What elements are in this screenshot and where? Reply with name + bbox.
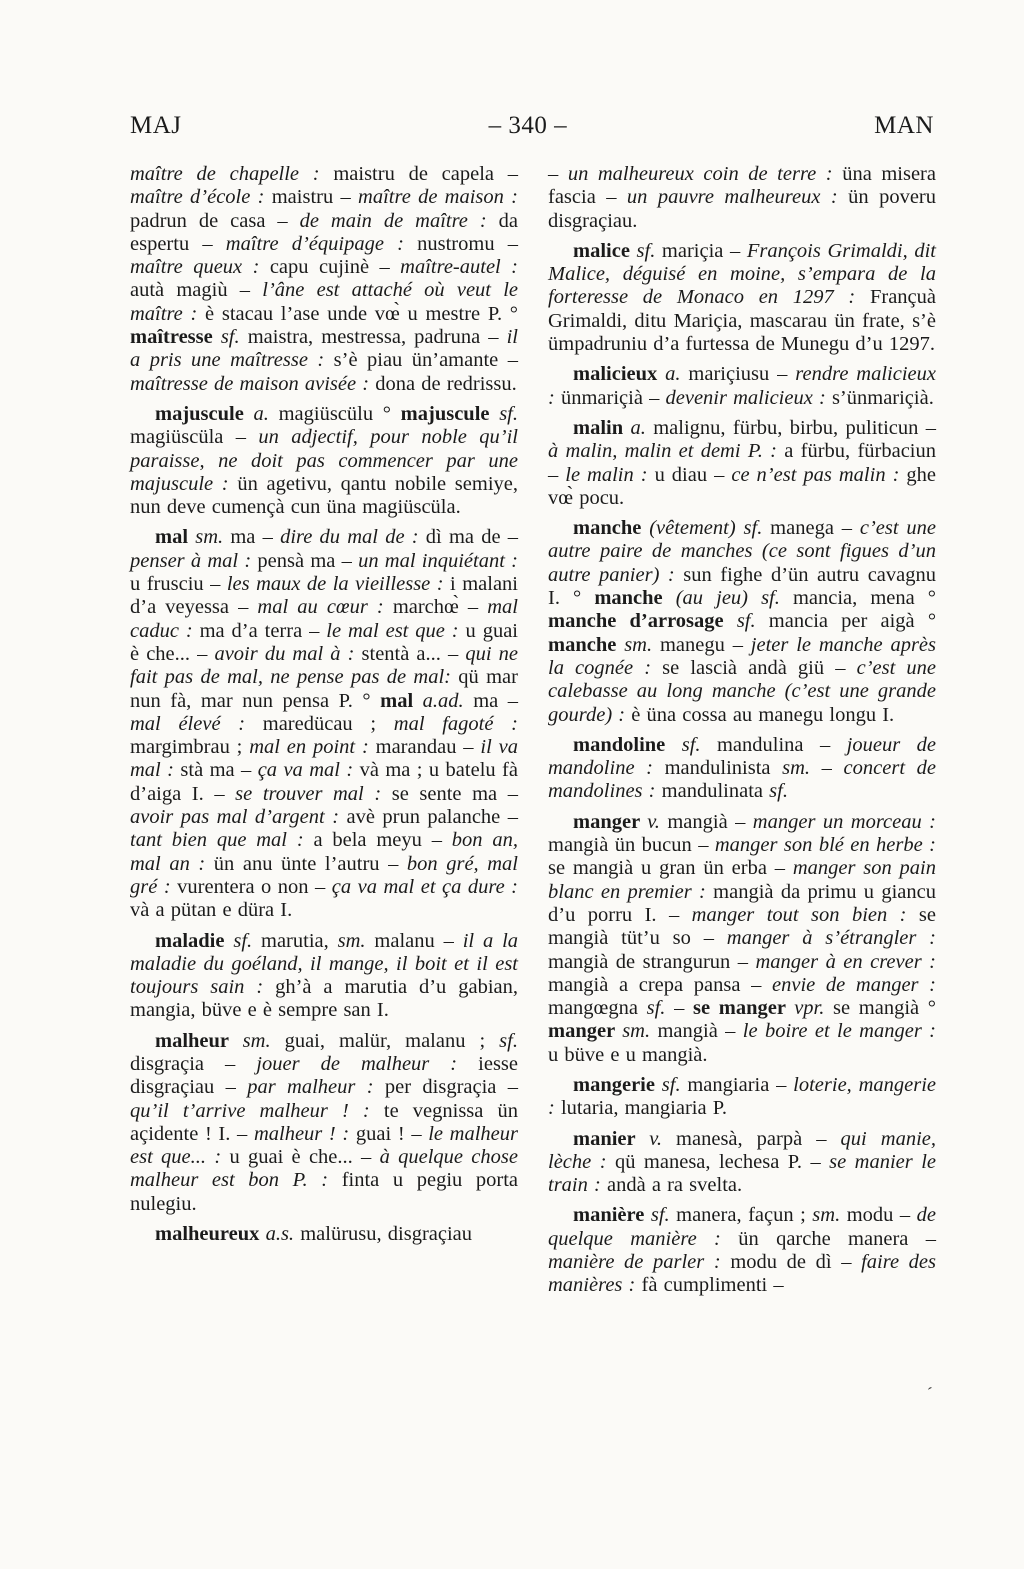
text-run: le malheur est que... : — [130, 1122, 519, 1169]
text-run: majuscule — [155, 402, 254, 425]
text-run: malice — [573, 239, 637, 262]
text-run: dire du mal de : — [280, 526, 426, 549]
text-run: ma d’a terra – — [199, 619, 327, 642]
text-run: mangià a crepa pansa – — [548, 973, 772, 996]
text-run: lutaria, mangiaria P. — [560, 1097, 727, 1120]
text-run: sm. — [782, 757, 822, 780]
text-run: à malin, malin et demi P. : — [548, 440, 785, 463]
text-run: sm. — [812, 1204, 847, 1227]
text-run: sm. — [242, 1029, 285, 1052]
text-run: sm. — [337, 929, 375, 952]
text-run: magiüscüla – — [130, 426, 259, 449]
text-run: mangià da primu u giancu d’u porru I. – — [548, 880, 936, 926]
text-run: ça va mal et ça dure : — [331, 875, 519, 898]
dictionary-entry — [548, 734, 936, 804]
dictionary-entry — [130, 403, 518, 519]
text-run: se trouver mal : — [235, 782, 392, 805]
text-run: mal — [380, 689, 423, 712]
text-run: sm. — [622, 1020, 658, 1043]
text-run: maistru – — [271, 186, 359, 209]
text-run: Françuà Grimaldi, ditu Mariçia, mascarau ün frate, s’è ümpadruniu d’a furtessa de Munegu d’u 1297. — [548, 286, 936, 356]
text-run: vurentera o non – — [177, 875, 332, 898]
text-run: mal en point : — [249, 736, 376, 759]
dictionary-entry — [548, 1128, 936, 1198]
text-run: u guai è che... – — [130, 619, 518, 665]
text-run: sf. — [636, 239, 662, 262]
text-run: maîtresse de maison avisée : — [130, 372, 376, 395]
text-run: è stacau l’ase unde vœ̀ u mestre P. ° — [205, 302, 519, 325]
left-column — [130, 163, 518, 1305]
text-run: c’est une calebasse au long manche (c’est une grande gourde) : — [548, 656, 936, 726]
text-run: (vêtement) sf. — [649, 517, 771, 540]
text-run: maistru de capela – — [333, 163, 518, 185]
text-run: padrun de casa – — [130, 209, 300, 232]
text-run: François Grimaldi, dit Malice, déguisé en moine, s’empara de la forteresse de Monaco en 1297 : — [548, 239, 936, 309]
text-run: devenir malicieux : — [665, 386, 832, 409]
text-run: modu de dì – — [730, 1251, 862, 1274]
text-run: capu cujinè – — [269, 256, 401, 279]
text-run: se manger — [693, 997, 795, 1020]
text-run: jeter le manche après la cognée : — [548, 633, 937, 679]
text-run: mandulina – — [716, 733, 847, 756]
text-run: ma – — [473, 689, 518, 712]
text-run: magiüscülu ° — [278, 402, 401, 425]
text-run: è üna cossa au manegu longu I. — [631, 703, 895, 726]
text-run: se mangià tüt’u so – — [548, 903, 936, 950]
text-run: mal au cœur : — [257, 596, 393, 619]
text-run: se mangià ° — [833, 997, 936, 1020]
text-run: mariçia – — [661, 239, 747, 262]
text-run: dona de redrissu. — [375, 372, 517, 395]
page-number: – 340 – — [488, 112, 568, 139]
text-run: le boire et le manger : — [742, 1020, 936, 1043]
text-run: l’âne est attaché où veut le maître : — [130, 279, 518, 325]
text-run: mariçiusu – — [688, 363, 796, 386]
text-run: mal élevé : — [130, 712, 263, 735]
text-run: penser à mal : — [130, 549, 258, 572]
text-run: modu – — [846, 1204, 917, 1227]
text-run: sf. — [736, 610, 769, 633]
text-run: mancia per aigà ° — [768, 610, 937, 633]
text-run: ce n’est pas malin : — [731, 463, 907, 486]
dictionary-entry — [548, 240, 936, 356]
text-run: mangià de strangurun – — [548, 950, 756, 973]
text-columns — [130, 163, 936, 1305]
text-run: maître queux : — [130, 256, 270, 279]
text-run: se manier le train : — [548, 1150, 937, 1197]
text-run: mangià – — [667, 810, 753, 833]
text-run: il a la maladie du goéland, il mange, il boit et il est toujours sain : — [130, 929, 519, 999]
text-run: – — [821, 757, 844, 780]
text-run: dì ma de – — [425, 526, 518, 549]
text-run: u frusciu – — [130, 573, 227, 596]
text-run: sf. — [499, 402, 518, 425]
text-run: loterie, mangerie : — [548, 1073, 937, 1120]
text-run: stentà a... – — [361, 642, 466, 665]
text-run: sf. — [220, 326, 248, 349]
text-run: manière de parler : — [548, 1251, 731, 1274]
text-run: (au jeu) sf. — [675, 587, 793, 610]
dictionary-entry — [130, 526, 518, 922]
dictionary-entry — [548, 517, 936, 727]
text-run: manger son blé en herbe : — [714, 834, 936, 857]
text-run: a bela meyu – — [313, 829, 452, 852]
text-run: malignu, fürbu, birbu, puliticun – — [653, 416, 936, 439]
text-run: maîtresse — [130, 326, 221, 349]
text-run: mangià – — [657, 1020, 743, 1043]
text-run: c’est une autre paire de manches (ce sont figues d’un autre panier) : — [548, 517, 937, 586]
text-run: s’ünmariçià. — [831, 386, 934, 409]
text-run: manger tout son bien : — [691, 903, 919, 926]
text-run: maître d’équipage : — [225, 232, 418, 255]
text-run: maître de chapelle : — [130, 163, 334, 185]
header-guide-word-right: MAN — [874, 112, 934, 139]
dictionary-entry — [548, 163, 936, 233]
text-run: un malheureux coin de terre : — [567, 163, 843, 185]
text-run: manger à s’étrangler : — [726, 927, 936, 950]
text-run: s’è piau ün’amante – — [333, 349, 518, 372]
text-run: i malani d’a veyessa – — [130, 573, 518, 619]
text-run: mangœgna — [548, 997, 647, 1020]
text-run: maître d’école : — [130, 186, 272, 209]
text-run: manche d’arrosage — [548, 610, 737, 633]
text-run: a.s. — [265, 1223, 301, 1246]
text-run: autà magiù – — [130, 279, 263, 302]
text-run: ün agetivu, qantu nobile semiye, nun deve cumençà cun üna magiüscüla. — [130, 472, 519, 519]
text-run: le malin : — [565, 463, 655, 486]
text-run: vpr. — [794, 997, 834, 1020]
text-run: tant bien que mal : — [130, 829, 314, 852]
text-run: manier — [573, 1127, 650, 1150]
text-run: se lascià andà giü – — [662, 656, 857, 679]
text-run: mal — [155, 526, 196, 549]
text-run: ün anu ünte l’autru – — [213, 852, 407, 875]
dictionary-entry — [548, 1074, 936, 1121]
text-run: un pauvre malheureux : — [626, 186, 849, 209]
text-run: mal caduc : — [130, 596, 518, 642]
text-run: marutia, — [261, 929, 338, 952]
text-run: malheureux — [155, 1223, 266, 1246]
dictionary-entry — [130, 1223, 518, 1246]
text-run: sf. — [681, 733, 717, 756]
running-header — [130, 112, 934, 140]
text-run: se sente ma – — [391, 782, 518, 805]
text-run: qü manesa, lechesa P. – — [614, 1150, 830, 1173]
text-run: sf. — [650, 1204, 677, 1227]
text-run: a fürbu, fürbaciun – — [548, 440, 936, 486]
text-run: fà cumplimenti – — [641, 1274, 784, 1297]
text-run: joueur de mandoline : — [548, 733, 936, 780]
text-run: faire des manières : — [548, 1251, 937, 1297]
text-run: à quelque chose malheur est bon P. : — [130, 1146, 518, 1192]
text-run: malin — [573, 416, 631, 439]
text-run: a. — [253, 402, 279, 425]
text-run: mandoline — [573, 733, 682, 756]
text-run: malicieux — [573, 363, 666, 386]
text-run: – — [674, 997, 693, 1020]
text-run: qu’il t’arrive malheur ! : — [130, 1099, 384, 1122]
text-run: sf. — [646, 997, 675, 1020]
text-run: sun fighe d’ün autru cavagnu I. ° — [548, 563, 936, 610]
text-run: majuscule — [400, 402, 500, 425]
text-run: il a pris une maîtresse : — [130, 326, 518, 372]
text-run: iesse disgraçiau – — [130, 1052, 519, 1099]
text-run: de main de maître : — [299, 209, 499, 232]
text-run: se mangià u gran ün erba – — [548, 857, 793, 880]
text-run: jouer de malheur : — [256, 1052, 479, 1075]
dictionary-entry — [130, 163, 518, 396]
text-run: sf. — [769, 780, 788, 803]
text-run: il va mal : — [130, 736, 518, 782]
text-run: manger à en crever : — [755, 950, 936, 973]
text-run: và a pütan e düra I. — [130, 899, 293, 922]
text-run: maître de maison : — [358, 186, 519, 209]
text-run: manche — [548, 633, 625, 656]
text-run: marandau – — [375, 736, 481, 759]
text-run: v. — [647, 810, 668, 833]
text-run: bon gré, mal gré : — [130, 852, 518, 898]
text-run: ünmariçià – — [560, 386, 666, 409]
text-run: malürusu, disgraçiau — [300, 1223, 473, 1246]
text-run: marchœ̀ – — [392, 596, 488, 619]
text-run: pensà ma – — [257, 549, 359, 572]
text-run: manger un morceau : — [752, 810, 936, 833]
text-run: avè prun palanche – — [346, 806, 518, 829]
text-run: sm. — [195, 526, 231, 549]
dictionary-entry — [548, 417, 936, 510]
text-run: maistra, mestressa, padruna – — [247, 326, 507, 349]
text-run: sf. — [499, 1029, 518, 1052]
text-run: nustromu – — [417, 232, 518, 255]
text-run: qü mar nun fà, mar nun pensa P. ° — [130, 666, 518, 712]
text-run: maladie — [155, 929, 234, 952]
header-guide-word-left: MAJ — [130, 112, 182, 139]
text-run: u diau – — [654, 463, 732, 486]
text-run: sf. — [233, 929, 262, 952]
dictionary-entry — [130, 1030, 518, 1216]
text-run: mandulinata — [661, 780, 770, 803]
text-run: qui ne fait pas de mal, ne pense pas de mal: — [130, 642, 518, 689]
text-run: sm. — [624, 633, 660, 656]
text-run: mancia, mena ° — [792, 587, 936, 610]
dictionary-entry — [548, 363, 936, 410]
text-run: sf. — [661, 1073, 688, 1096]
dictionary-entry — [548, 811, 936, 1067]
text-run: a. — [630, 416, 654, 439]
text-run: malheur — [155, 1029, 243, 1052]
text-run: mangerie — [573, 1073, 662, 1096]
text-run: per disgraçia – — [384, 1076, 519, 1099]
text-run: ça va mal : — [257, 759, 360, 782]
text-run: qui manie, lèche : — [548, 1127, 936, 1173]
text-run: a.ad. — [422, 689, 474, 712]
text-run: malheur ! : — [253, 1122, 356, 1145]
text-run: guai ! – — [355, 1122, 429, 1145]
text-run: mangià ün bucun – — [548, 834, 715, 857]
text-run: a. — [665, 363, 689, 386]
text-run: manega – — [770, 517, 860, 540]
text-run: và ma ; u batelu fà d’aiga I. – — [130, 759, 518, 805]
dictionary-entry — [130, 930, 518, 1023]
text-run: guai, malür, malanu ; — [284, 1029, 500, 1052]
text-run: les maux de la vieillesse : — [226, 573, 451, 596]
text-run: manger — [573, 810, 648, 833]
text-run: mal fagoté : — [393, 712, 518, 735]
text-run: le mal est que : — [326, 619, 466, 642]
text-run: manesà, parpà – — [676, 1127, 841, 1150]
text-run: v. — [649, 1127, 677, 1150]
text-run: ma – — [230, 526, 281, 549]
text-run: ün qarche manera – — [738, 1227, 936, 1250]
text-run: un mal inquiétant : — [358, 549, 518, 572]
text-run: gh’à a marutia d’u gabian, mangia, büve e è sempre san I. — [130, 976, 518, 1022]
text-run: manière — [573, 1204, 651, 1227]
text-run: ghe vœ̀ pocu. — [548, 463, 936, 509]
text-run: manger son pain blanc en premier : — [548, 857, 936, 903]
text-run: mandulinista — [664, 757, 783, 780]
text-run: avoir du mal à : — [214, 642, 362, 665]
text-run: manche — [573, 517, 650, 540]
scan-artifact-mark: ´ — [924, 1383, 934, 1404]
text-run: envie de manger : — [772, 973, 936, 996]
text-run: andà a ra svelta. — [607, 1174, 743, 1197]
text-run: avoir pas mal d’argent : — [130, 806, 347, 829]
text-run: rendre malicieux : — [548, 363, 936, 409]
text-run: manger — [548, 1020, 623, 1043]
text-run: maître-autel : — [400, 256, 518, 279]
text-run: par malheur : — [247, 1076, 385, 1099]
right-column — [548, 163, 936, 1305]
text-run: concert de mandolines : — [548, 757, 936, 803]
text-run: disgraçia – — [130, 1052, 257, 1075]
text-run: da espertu – — [130, 209, 518, 255]
text-run: manegu – — [659, 633, 751, 656]
text-run: margimbrau ; — [130, 736, 250, 759]
text-run: manera, façun ; — [676, 1204, 813, 1227]
text-run: ün poveru disgraçiau. — [548, 186, 936, 232]
text-run: – — [548, 163, 568, 185]
text-run: maredücau ; — [262, 712, 394, 735]
text-run: u guai è che... – — [229, 1146, 380, 1169]
text-run: manche — [594, 587, 676, 610]
text-run: de quelque manière : — [548, 1204, 936, 1250]
text-run: u büve e u mangià. — [548, 1043, 708, 1066]
text-run: finta u pegiu porta nulegiu. — [130, 1169, 518, 1215]
text-run: bon an, mal an : — [130, 829, 518, 875]
text-run: mangiaria – — [687, 1073, 794, 1096]
text-run: te vegnissa ün açidente ! I. – — [130, 1099, 518, 1145]
text-run: stà ma – — [180, 759, 258, 782]
text-run: üna misera fascia – — [548, 163, 936, 209]
text-run: un adjectif, pour noble qu’il paraisse, ne doit pas commencer par une majuscule : — [130, 426, 518, 495]
text-run: malanu – — [374, 929, 463, 952]
dictionary-entry — [548, 1204, 936, 1297]
